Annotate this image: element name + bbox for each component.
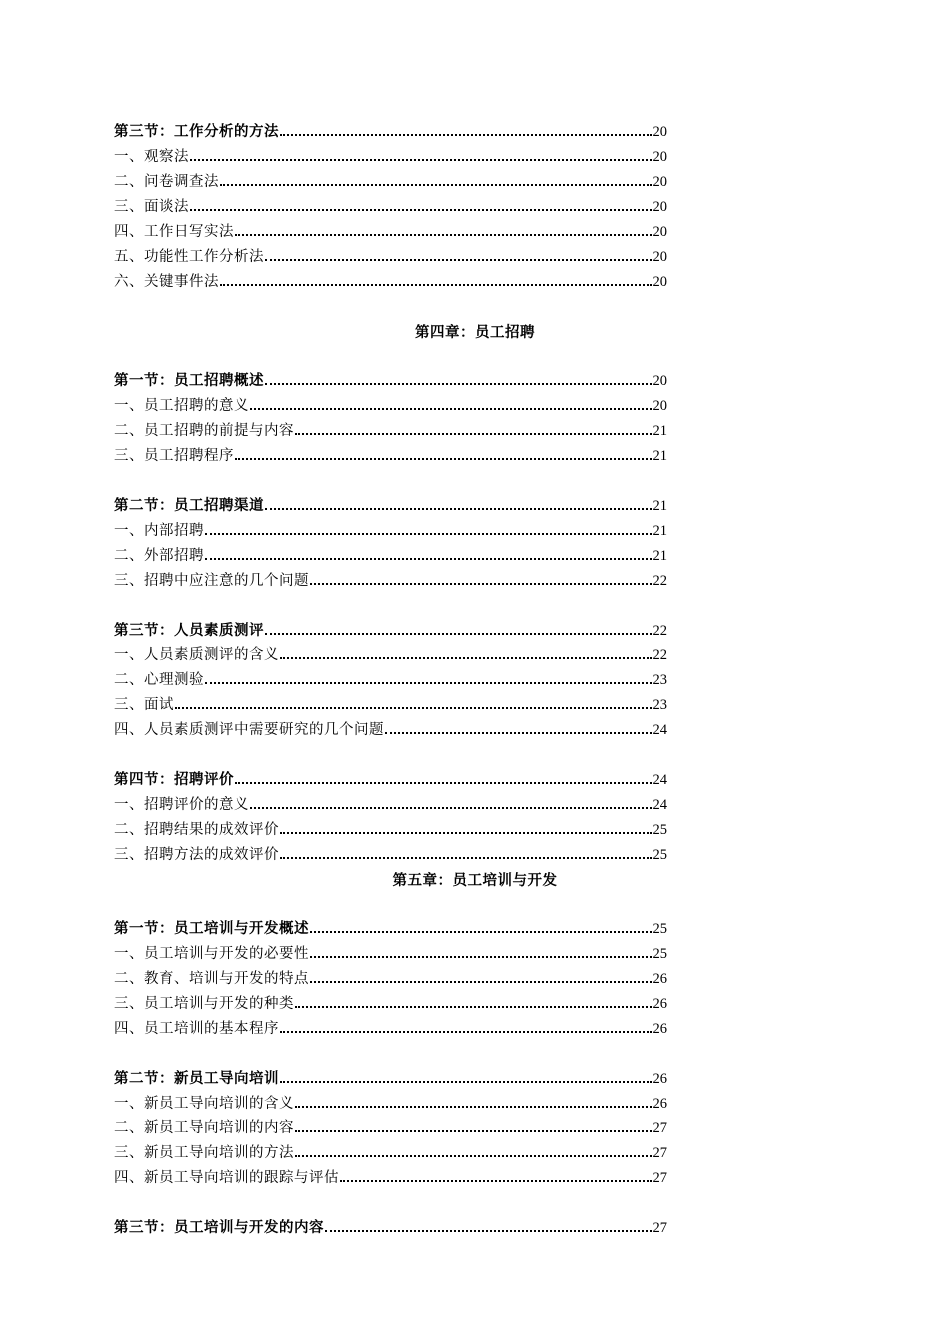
toc-label: 二、招聘结果的成效评价 <box>114 822 279 838</box>
toc-page-number: 20 <box>652 274 667 290</box>
dot-leader <box>280 1081 652 1083</box>
dot-leader <box>190 209 652 211</box>
dot-leader <box>295 1130 652 1132</box>
toc-page-number: 27 <box>652 1120 667 1136</box>
toc-section-heading[interactable] <box>114 494 667 516</box>
toc-section-heading[interactable] <box>114 1067 667 1089</box>
toc-page-number: 20 <box>652 149 667 165</box>
dot-leader <box>220 184 652 186</box>
toc-label: 三、面谈法 <box>114 199 189 215</box>
toc-entry[interactable] <box>114 519 667 541</box>
toc-label: 三、员工招聘程序 <box>114 448 234 464</box>
toc-page-number: 22 <box>652 623 667 639</box>
toc-label: 三、面试 <box>114 697 174 713</box>
toc-label: 四、员工培训的基本程序 <box>114 1021 279 1037</box>
toc-section-heading[interactable] <box>114 768 667 790</box>
toc-page-number: 23 <box>652 672 667 688</box>
toc-entry[interactable] <box>114 394 667 416</box>
toc-entry[interactable] <box>114 942 667 964</box>
dot-leader <box>310 931 652 933</box>
dot-leader <box>265 259 652 261</box>
toc-entry[interactable] <box>114 967 667 989</box>
toc-page-number: 24 <box>652 797 667 813</box>
toc-label: 二、员工招聘的前提与内容 <box>114 423 294 439</box>
toc-page-number: 26 <box>652 1071 667 1087</box>
chapter-title[interactable]: 第五章：员工培训与开发 <box>392 872 558 889</box>
dot-leader <box>310 583 652 585</box>
toc-page-number: 20 <box>652 199 667 215</box>
toc-entry[interactable] <box>114 1141 667 1163</box>
dot-leader <box>325 1230 652 1232</box>
toc-page-number: 21 <box>652 523 667 539</box>
toc-entry[interactable] <box>114 843 667 865</box>
dot-leader <box>250 807 652 809</box>
toc-label: 第二节：员工招聘渠道 <box>114 497 264 514</box>
toc-label: 四、新员工导向培训的跟踪与评估 <box>114 1170 339 1186</box>
toc-label: 第三节：工作分析的方法 <box>114 123 279 140</box>
dot-leader <box>235 458 652 460</box>
toc-page-number: 27 <box>652 1220 667 1236</box>
toc-label: 第三节：人员素质测评 <box>114 622 264 639</box>
toc-label: 第一节：员工招聘概述 <box>114 372 264 389</box>
toc-page-number: 26 <box>652 1096 667 1112</box>
toc-section-heading[interactable] <box>114 917 667 939</box>
toc-entry[interactable] <box>114 444 667 466</box>
toc-label: 六、关键事件法 <box>114 274 219 290</box>
toc-entry[interactable] <box>114 270 667 292</box>
toc-entry[interactable] <box>114 793 667 815</box>
toc-entry[interactable] <box>114 1166 667 1188</box>
dot-leader <box>295 1155 652 1157</box>
toc-label: 一、观察法 <box>114 149 189 165</box>
toc-page-number: 25 <box>652 822 667 838</box>
toc-page-number: 20 <box>652 249 667 265</box>
toc-page-number: 25 <box>652 921 667 937</box>
toc-entry[interactable] <box>114 419 667 441</box>
dot-leader <box>265 633 652 635</box>
toc-label: 三、招聘中应注意的几个问题 <box>114 573 309 589</box>
toc-page-number: 26 <box>652 996 667 1012</box>
dot-leader <box>205 558 652 560</box>
toc-entry[interactable] <box>114 170 667 192</box>
toc-page-number: 26 <box>652 1021 667 1037</box>
toc-page-number: 24 <box>652 722 667 738</box>
toc-page-number: 20 <box>652 398 667 414</box>
dot-leader <box>295 1006 652 1008</box>
toc-page-number: 20 <box>652 373 667 389</box>
toc-page-number: 27 <box>652 1170 667 1186</box>
toc-label: 第一节：员工培训与开发概述 <box>114 920 309 937</box>
toc-label: 二、教育、培训与开发的特点 <box>114 971 309 987</box>
toc-label: 二、问卷调查法 <box>114 174 219 190</box>
toc-entry[interactable] <box>114 992 667 1014</box>
toc-entry[interactable] <box>114 145 667 167</box>
toc-label: 五、功能性工作分析法 <box>114 249 264 265</box>
toc-entry[interactable] <box>114 643 667 665</box>
toc-page-number: 24 <box>652 772 667 788</box>
dot-leader <box>280 1031 652 1033</box>
dot-leader <box>235 234 652 236</box>
dot-leader <box>280 134 652 136</box>
toc-label: 一、员工培训与开发的必要性 <box>114 946 309 962</box>
toc-entry[interactable] <box>114 1092 667 1114</box>
toc-entry[interactable] <box>114 1116 667 1138</box>
toc-page-number: 25 <box>652 946 667 962</box>
toc-entry[interactable] <box>114 220 667 242</box>
dot-leader <box>190 159 652 161</box>
toc-label: 一、新员工导向培训的含义 <box>114 1096 294 1112</box>
dot-leader <box>385 732 652 734</box>
dot-leader <box>280 657 652 659</box>
dot-leader <box>205 533 652 535</box>
toc-page-number: 21 <box>652 498 667 514</box>
toc-entry[interactable] <box>114 693 667 715</box>
toc-entry[interactable] <box>114 245 667 267</box>
toc-page-number: 20 <box>652 124 667 140</box>
toc-label: 三、员工培训与开发的种类 <box>114 996 294 1012</box>
toc-entry[interactable] <box>114 544 667 566</box>
toc-label: 第四节：招聘评价 <box>114 771 234 788</box>
dot-leader <box>265 508 652 510</box>
dot-leader <box>175 707 652 709</box>
dot-leader <box>235 782 652 784</box>
toc-label: 三、招聘方法的成效评价 <box>114 847 279 863</box>
toc-label: 二、新员工导向培训的内容 <box>114 1120 294 1136</box>
toc-label: 四、工作日写实法 <box>114 224 234 240</box>
toc-label: 一、人员素质测评的含义 <box>114 647 279 663</box>
toc-page-number: 20 <box>652 224 667 240</box>
toc-entry[interactable] <box>114 569 667 591</box>
toc-label: 一、内部招聘 <box>114 523 204 539</box>
toc-section-heading[interactable] <box>114 1216 667 1238</box>
toc-section-heading[interactable] <box>114 120 667 142</box>
toc-section-heading[interactable] <box>114 369 667 391</box>
toc-label: 第三节：员工培训与开发的内容 <box>114 1219 324 1236</box>
dot-leader <box>250 408 652 410</box>
toc-page-number: 22 <box>652 573 667 589</box>
dot-leader <box>220 284 652 286</box>
toc-label: 一、员工招聘的意义 <box>114 398 249 414</box>
dot-leader <box>310 956 652 958</box>
dot-leader <box>265 383 652 385</box>
toc-page-number: 20 <box>652 174 667 190</box>
toc-entry[interactable] <box>114 818 667 840</box>
dot-leader <box>205 682 652 684</box>
toc-page-number: 21 <box>652 548 667 564</box>
toc-page-number: 23 <box>652 697 667 713</box>
dot-leader <box>295 433 652 435</box>
toc-page-number: 21 <box>652 448 667 464</box>
toc-section-heading[interactable] <box>114 619 667 641</box>
toc-page-number: 26 <box>652 971 667 987</box>
dot-leader <box>340 1180 652 1182</box>
dot-leader <box>295 1106 652 1108</box>
toc-page-number: 21 <box>652 423 667 439</box>
toc-page-number: 27 <box>652 1145 667 1161</box>
toc-label: 二、外部招聘 <box>114 548 204 564</box>
toc-label: 四、人员素质测评中需要研究的几个问题 <box>114 722 384 738</box>
dot-leader <box>280 857 652 859</box>
toc-entry[interactable] <box>114 718 667 740</box>
dot-leader <box>280 832 652 834</box>
toc-entry[interactable] <box>114 668 667 690</box>
toc-page-number: 25 <box>652 847 667 863</box>
toc-label: 三、新员工导向培训的方法 <box>114 1145 294 1161</box>
toc-entry[interactable] <box>114 195 667 217</box>
chapter-title[interactable]: 第四章：员工招聘 <box>415 324 535 341</box>
toc-page-number: 22 <box>652 647 667 663</box>
toc-entry[interactable] <box>114 1017 667 1039</box>
dot-leader <box>310 981 652 983</box>
toc-label: 二、心理测验 <box>114 672 204 688</box>
toc-label: 第二节：新员工导向培训 <box>114 1070 279 1087</box>
toc-label: 一、招聘评价的意义 <box>114 797 249 813</box>
